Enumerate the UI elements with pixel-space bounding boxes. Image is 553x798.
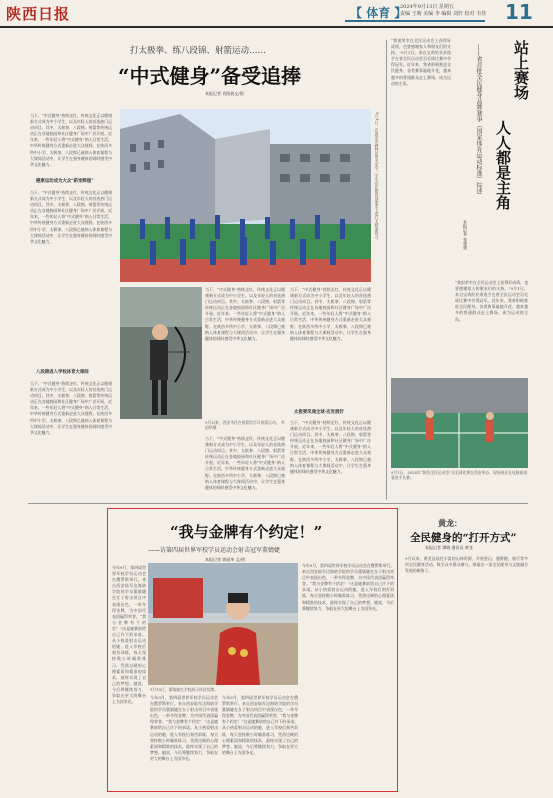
section-label: 【 体育 】 (350, 6, 407, 20)
featured-photo (148, 563, 298, 685)
paper-logo: 陕西日报 (6, 5, 71, 23)
main-headline: “中式健身”备受追捧 (118, 64, 302, 88)
badminton-photo-art (391, 378, 528, 468)
archery-photo-art (120, 287, 202, 419)
column-divider (386, 40, 387, 500)
featured-photo-caption: 9月10日，董婧婕在学校展示所获奖牌。 (150, 687, 218, 692)
side-photo-caption: 9月1日，2024年“陕西全民运动会”羽毛球比赛在西安举办，现场观众在电脑前观看选手比赛。 (391, 470, 528, 480)
main-photo (120, 109, 371, 282)
champion-portrait-art (148, 563, 298, 685)
editor-line: 责编 王晴 美编 李 编辑 刘轩 校对 韦佳 (400, 11, 487, 17)
main-body-col2: 当下，“中式健身”持续走红，传统文化正以健康新方式成为中小学生、以及年轻人的首选热门运动项目。其中，太极拳、八段锦、射箭等传统运动正在各地校园和社区健身广场中广泛开展。近年来，一些年轻人将“中式健身”纳入日常生活，中华传统健身方式重新走进大众视野。在陕西多所中小学，太极拳、八段锦已被纳入体育课程与大课间活动中，让学生在强身健体的同时感受中华文化魅力。 (205, 287, 285, 341)
commentary-kicker: 黄龙： (438, 518, 462, 528)
main-kicker: 打太极拳、练八段锦、射箭运动…… (130, 46, 267, 56)
main-body-col1b: 当下，“中式健身”持续走红，传统文化正以健康新方式成为中小学生、以及年轻人的首选热门运动项目。其中，太极拳、八段锦、射箭等传统运动正在各地校园和社区健身广场中广泛开展。近年来，一些年轻人将“中式健身”纳入日常生活，中华传统健身方式重新走进大众视野。在陕西多所中小学，太极拳、八段锦已被纳入体育课程与大课间活动中，让学生在强身健体的同时感受中华文化魅力。 (30, 190, 112, 244)
commentary-body: 9月以来，黄龙县依托丰富的山林资源，开展登山、越野跑、骑行等多项全民健身活动，吸引众多群众参与，探索出一条全民健身与文旅融合发展的新路子。 (405, 556, 528, 574)
row-divider (28, 503, 528, 504)
featured-body-col1: 今年9月，第四届世界军校学员运动会在俄罗斯举行。来自西安陆军边海防学院的学员董婧婕在女子射击项目中表现出色，一举夺得金牌，为中国代表团赢得荣誉。“我与金牌有个约定！”这是她赛前给自己许下的承诺。从小热爱射击运动的她，进入军校后刻苦训练，每天坚持数小时瞄准练习，凭借过硬的心理素质和精准的技术，最终实现了自己的梦想。她说，今后将继续努力，争取在更大的舞台上为国争光。 (112, 565, 146, 705)
commentary-title: 全民健身的“打开方式” (410, 532, 517, 544)
main-byline: 本报记者 肖阳倩文/图 (205, 91, 244, 96)
featured-headline: “我与金牌有个约定！” (170, 523, 323, 541)
archery-photo-caption: 9月以来，西安市民在射箭馆学习射箭运动。 李国华摄 (205, 420, 285, 430)
featured-body-col3: 今年9月，第四届世界军校学员运动会在俄罗斯举行。来自西安陆军边海防学院的学员董婧婕在女子射击项目中表现出色，一举夺得金牌，为中国代表团赢得荣誉。“我与金牌有个约定！”这是她赛前给自己许下的承诺。从小热爱射击运动的她，进入军校后刻苦训练，每天坚持数小时瞄准练习，凭借过硬的心理素质和精准的技术，最终实现了自己的梦想。她说，今后将继续努力，争取在更大的舞台上为国争光。 (222, 695, 298, 755)
main-subhead-3: 太极要凤通全球·应发展好 (294, 410, 344, 415)
main-body-col3b: 当下，“中式健身”持续走红，传统文化正以健康新方式成为中小学生、以及年轻人的首选热门运动项目。其中，太极拳、八段锦、射箭等传统运动正在各地校园和社区健身广场中广泛开展。近年来，一些年轻人将“中式健身”纳入日常生活，中华传统健身方式重新走进大众视野。在陕西多所中小学，太极拳、八段锦已被纳入体育课程与大课间活动中，让学生在强身健体的同时感受中华文化魅力。 (290, 420, 371, 474)
date-editor-box (400, 4, 495, 18)
side-body-col2: “我很荣幸在全民运动会上获得好成绩，也要感谢家人和朋友们的支持。”9月1日，来自宝鸡的业余选手在省全民运动会羽毛球比赛中夺得冠军。近年来，我省积极推进全民健身，各类赛事遍地开花，越来越多的普通群众走上赛场，成为运动的主角。 (455, 280, 528, 322)
page-number: 11 (505, 0, 533, 24)
featured-subtitle: ——访第四届世界军校学员运动会射击冠军董婧婕 (148, 547, 281, 554)
commentary-byline: 本报记者 谭晓 通讯员 黄龙 (425, 545, 473, 550)
main-photo-caption: 9月1日，在西安市碑林区南关中学，学生们在教育部要求下进行太极拳练习。 (375, 112, 380, 243)
side-body-col1: “我很荣幸在全民运动会上获得好成绩，也要感谢家人和朋友们的支持。”9月1日，来自宝鸡的业余选手在省全民运动会羽毛球比赛中夺得冠军。近年来，我省积极推进全民健身，各类赛事遍地开花，越来越多的普通群众走上赛场，成为运动的主角。 (391, 38, 451, 86)
featured-byline: 本报记者 郭丽华 文/图 (205, 557, 245, 562)
side-subtitle: ——省首批全民健身品牌赛事（国家体育运动标准）综述 (475, 44, 482, 194)
main-subhead-1: 健康运动成为大众“新宠辉煌” (36, 179, 94, 184)
side-title-2: 人人都是主角 (494, 120, 512, 210)
featured-body-col2: 今年9月，第四届世界军校学员运动会在俄罗斯举行。来自西安陆军边海防学院的学员董婧婕在女子射击项目中表现出色，一举夺得金牌，为中国代表团赢得荣誉。“我与金牌有个约定！”这是她赛前给自己许下的承诺。从小热爱射击运动的她，进入军校后刻苦训练，每天坚持数小时瞄准练习，凭借过硬的心理素质和精准的技术，最终实现了自己的梦想。她说，今后将继续努力，争取在更大的舞台上为国争光。 (150, 695, 218, 761)
main-subhead-2: 八段锦进入学校体育大课间 (36, 370, 89, 375)
side-title-1: 站上赛场 (512, 40, 530, 100)
section-underline (345, 20, 485, 22)
main-body-col1: 当下，“中式健身”持续走红，传统文化正以健康新方式成为中小学生、以及年轻人的首选热门运动项目。其中，太极拳、八段锦、射箭等传统运动正在各地校园和社区健身广场中广泛开展。近年来，一些年轻人将“中式健身”纳入日常生活，中华传统健身方式重新走进大众视野。在陕西多所中小学，太极拳、八段锦已被纳入体育课程与大课间活动中，让学生在强身健体的同时感受中华文化魅力。 (30, 113, 112, 167)
section-name: 体育 (366, 6, 391, 20)
side-byline: 本报记者 张骏骏 (463, 220, 468, 250)
featured-body-col4: 今年9月，第四届世界军校学员运动会在俄罗斯举行。来自西安陆军边海防学院的学员董婧婕在女子射击项目中表现出色，一举夺得金牌，为中国代表团赢得荣誉。“我与金牌有个约定！”这是她赛前给自己许下的承诺。从小热爱射击运动的她，进入军校后刻苦训练，每天坚持数小时瞄准练习，凭借过硬的心理素质和精准的技术，最终实现了自己的梦想。她说，今后将继续努力，争取在更大的舞台上为国争光。 (302, 563, 394, 611)
archery-photo (120, 287, 202, 419)
date-line: 2024年9月13日 星期五 (400, 4, 454, 10)
school-taichi-photo (120, 109, 371, 282)
main-body-col1c: 当下，“中式健身”持续走红，传统文化正以健康新方式成为中小学生、以及年轻人的首选热门运动项目。其中，太极拳、八段锦、射箭等传统运动正在各地校园和社区健身广场中广泛开展。近年来，一些年轻人将“中式健身”纳入日常生活，中华传统健身方式重新走进大众视野。在陕西多所中小学，太极拳、八段锦已被纳入体育课程与大课间活动中，让学生在强身健体的同时感受中华文化魅力。 (30, 381, 112, 435)
main-body-col2b: 当下，“中式健身”持续走红，传统文化正以健康新方式成为中小学生、以及年轻人的首选热门运动项目。其中，太极拳、八段锦、射箭等传统运动正在各地校园和社区健身广场中广泛开展。近年来，一些年轻人将“中式健身”纳入日常生活，中华传统健身方式重新走进大众视野。在陕西多所中小学，太极拳、八段锦已被纳入体育课程与大课间活动中，让学生在强身健体的同时感受中华文化魅力。 (205, 436, 285, 490)
main-body-col3: 当下，“中式健身”持续走红，传统文化正以健康新方式成为中小学生、以及年轻人的首选热门运动项目。其中，太极拳、八段锦、射箭等传统运动正在各地校园和社区健身广场中广泛开展。近年来，一些年轻人将“中式健身”纳入日常生活，中华传统健身方式重新走进大众视野。在陕西多所中小学，太极拳、八段锦已被纳入体育课程与大课间活动中，让学生在强身健体的同时感受中华文化魅力。 (290, 287, 371, 341)
side-photo (391, 378, 528, 468)
